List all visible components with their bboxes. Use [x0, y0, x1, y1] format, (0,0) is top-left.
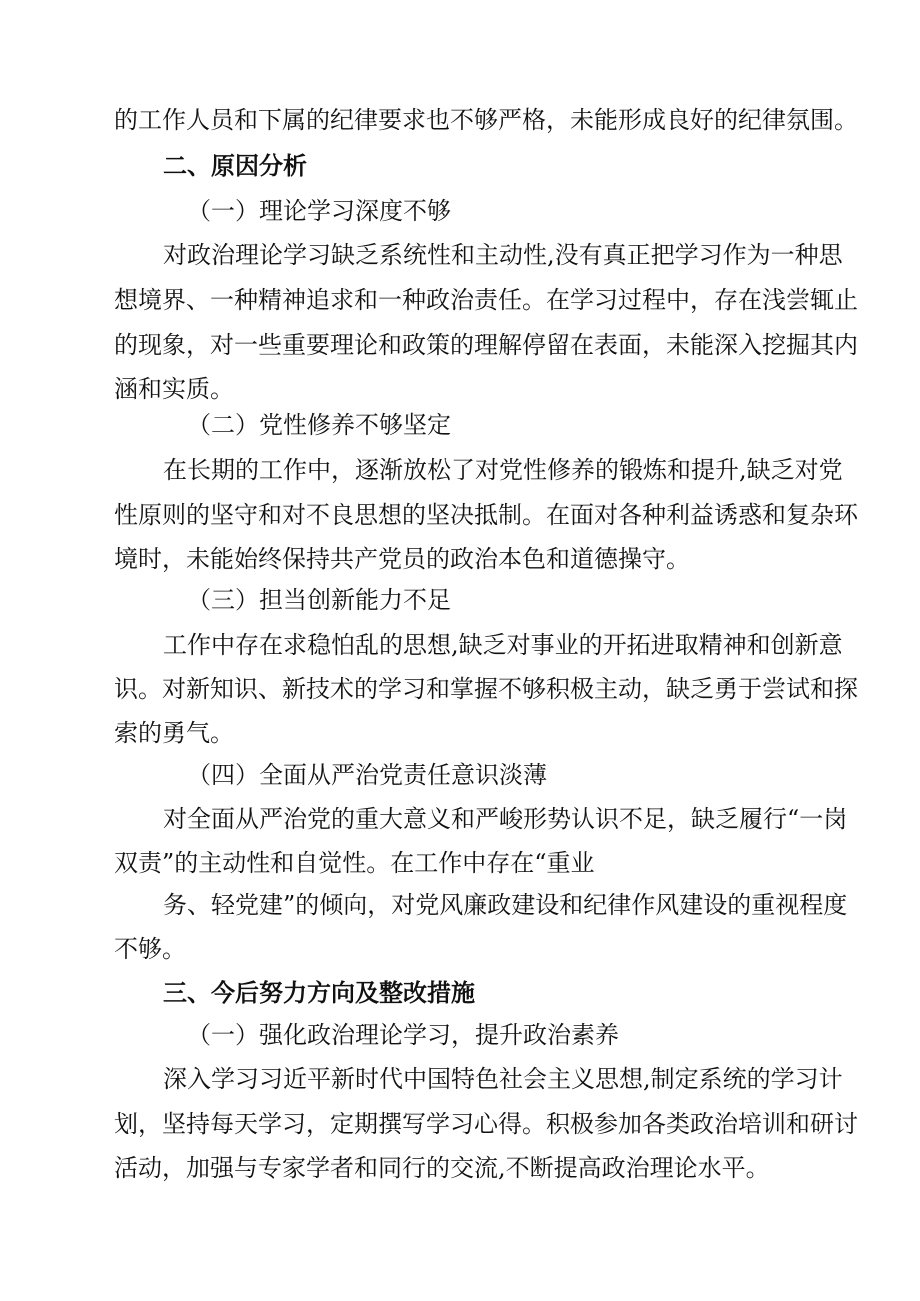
text-line: 识。对新知识、新技术的学习和掌握不够积极主动，缺乏勇于尝试和探: [114, 675, 858, 703]
text-line: 活动，加强与专家学者和同行的交流,不断提高政治理论水平。: [114, 1154, 770, 1182]
text-line: 性原则的坚守和对不良思想的坚决抵制。在面对各种利益诱惑和复杂环: [114, 501, 858, 529]
subsection-heading: （四）全面从严治党责任意识淡薄: [187, 761, 547, 789]
text-line: 想境界、一种精神追求和一种政治责任。在学习过程中，存在浅尝辄止: [114, 286, 858, 314]
text-line: 务、轻党建”的倾向，对党风廉政建设和纪律作风建设的重视程度: [163, 891, 848, 919]
text-line: 的现象，对一些重要理论和政策的理解停留在表面，未能深入挖掘其内: [114, 331, 858, 359]
text-line: 双责”的主动性和自觉性。在工作中存在“重业: [114, 849, 595, 877]
text-line: 对全面从严治党的重大意义和严峻形势认识不足，缺乏履行“一岗: [163, 805, 848, 833]
text-line: 涵和实质。: [114, 375, 234, 403]
text-line: 对政治理论学习缺乏系统性和主动性,没有真正把学习作为一种思: [163, 241, 843, 269]
text-line: 的工作人员和下属的纪律要求也不够严格，未能形成良好的纪律氛围。: [114, 106, 858, 134]
text-line: 在长期的工作中，逐渐放松了对党性修养的锻炼和提升,缺乏对党: [163, 456, 843, 484]
text-line: 工作中存在求稳怕乱的思想,缺乏对事业的开拓进取精神和创新意: [163, 631, 843, 659]
text-line: 深入学习习近平新时代中国特色社会主义思想,制定系统的学习计: [163, 1065, 843, 1093]
subsection-heading: （二）党性修养不够坚定: [187, 411, 451, 439]
subsection-heading: （一）强化政治理论学习，提升政治素养: [187, 1021, 619, 1049]
text-line: 划，坚持每天学习，定期撰写学习心得。积极参加各类政治培训和研讨: [114, 1110, 858, 1138]
text-line: 索的勇气。: [114, 719, 234, 747]
section-heading: 二、原因分析: [163, 151, 307, 180]
section-heading: 三、今后努力方向及整改措施: [163, 978, 475, 1007]
text-line: 境时，未能始终保持共产党员的政治本色和道德操守。: [114, 545, 690, 573]
subsection-heading: （三）担当创新能力不足: [187, 586, 451, 614]
subsection-heading: （一）理论学习深度不够: [187, 197, 451, 225]
text-line: 不够。: [114, 935, 186, 963]
